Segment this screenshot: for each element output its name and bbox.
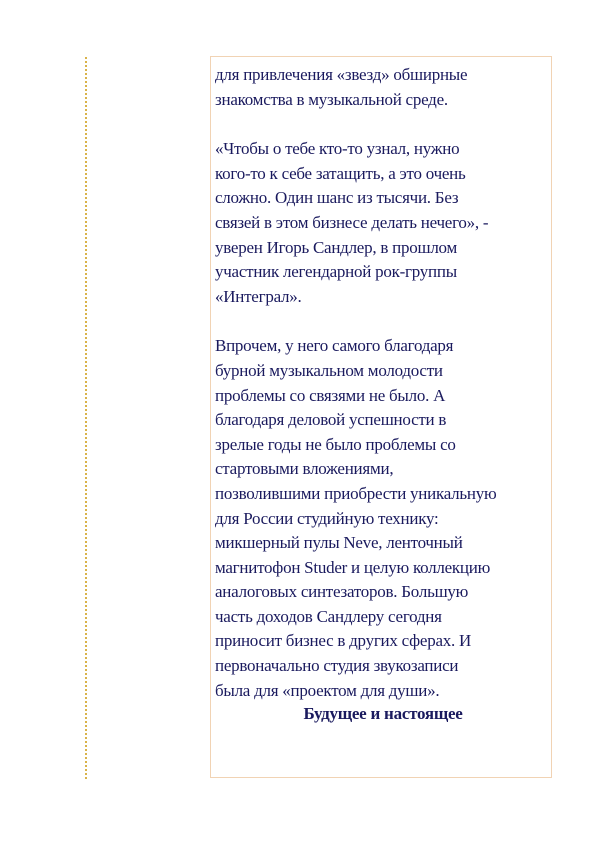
section-heading: Будущее и настоящее	[303, 704, 463, 723]
text-line: сложно. Один шанс из тысячи. Без	[215, 188, 459, 208]
text-line: зрелые годы не было проблемы со	[215, 434, 456, 454]
document-body	[215, 63, 555, 728]
text-line: «Чтобы о тебе кто-то узнал, нужно	[215, 139, 460, 159]
paragraph-1	[215, 63, 555, 112]
paragraph-3	[215, 334, 555, 703]
text-line: Впрочем, у него самого благодаря	[215, 336, 454, 356]
text-line: проблемы со связями не было. А	[215, 385, 446, 405]
text-line: участник легендарной рок-группы	[215, 262, 457, 282]
text-line: бурной музыкальном молодости	[215, 360, 443, 380]
text-line: аналоговых синтезаторов. Большую	[215, 582, 469, 602]
text-line: для привлечения «звезд» обширные	[215, 65, 468, 84]
text-line: связей в этом бизнесе делать нечего», -	[215, 212, 489, 232]
text-line: микшерный пулы Neve, ленточный	[215, 533, 463, 553]
text-line: кого-то к себе затащить, а это очень	[215, 163, 466, 183]
margin-rule	[85, 57, 87, 779]
text-line: для России студийную технику:	[215, 508, 439, 528]
text-line: благодаря деловой успешности в	[215, 410, 447, 430]
text-line: приносит бизнес в других сферах. И	[215, 631, 472, 651]
text-line: знакомства в музыкальной среде.	[215, 89, 448, 109]
paragraph-2	[215, 137, 555, 309]
text-line: первоначально студия звукозаписи	[215, 656, 459, 676]
text-line: была для «проектом для души».	[215, 680, 440, 700]
text-line: стартовыми вложениями,	[215, 459, 394, 479]
text-line: магнитофон Studer и целую коллекцию	[215, 557, 491, 577]
text-line: часть доходов Сандлеру сегодня	[215, 606, 442, 626]
text-line: уверен Игорь Сандлер, в прошлом	[215, 237, 457, 257]
text-line: «Интеграл».	[215, 286, 302, 306]
text-line: позволившими приобрести уникальную	[215, 483, 497, 503]
